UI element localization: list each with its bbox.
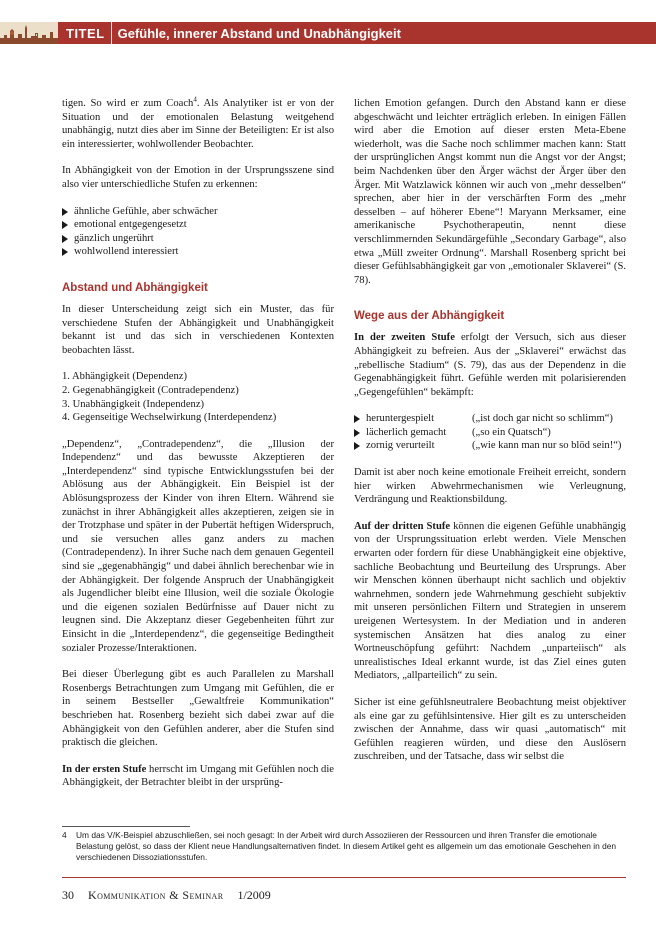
paragraph: In dieser Unterscheidung zeigt sich ein Muster, das für verschiedene Stufen der Abhängigkeit und Unabhängigkeit bekannt ist und das sich in verschiedenen Kontexten beobachten lässt. (62, 303, 334, 356)
dependency-numbered-list (62, 370, 334, 424)
list-item: wohlwollend interessiert (62, 245, 334, 259)
skyline-icon (0, 22, 58, 44)
list-item: 2. Gegenabhängigkeit (Contradependenz) (62, 384, 239, 396)
page-footer (62, 888, 271, 903)
paragraph: In der ersten Stufe herrscht im Umgang mit Gefühlen noch die Abhängigkeit, der Betrachter bleibt in der ursprüng- (62, 763, 334, 789)
footnote-text: Um das V/K-Beispiel abzuschließen, sei noch gesagt: In der Arbeit wird durch Assoziieren der Ressourcen und ihren Transfer die emotionale Belastung gelöst, so dass der Klient neue Handlungsalternativen findet. In diesem Artikel geht es allgemein um das emotionale Geschehen in den verschiedenen Dissoziationsstufen. (76, 830, 617, 862)
header-divider (111, 22, 112, 44)
list-item: emotional entgegengesetzt (62, 218, 334, 232)
paragraph: In Abhängigkeit von der Emotion in der Ursprungsszene sind also vier unterschiedliche Stufen zu erkennen: (62, 165, 334, 190)
left-column (62, 97, 334, 803)
paragraph: Bei dieser Überlegung gibt es auch Parallelen zu Marshall Rosenbergs Betrachtungen zum Umgang mit Gefühlen, die er in seinem Bestseller „Gewaltfreie Kommunikation“ beschrieben hat. Rosenberg bezieht sich dabei zwar auf die Abhängigkeit von den Gefühlen anderer, aber die Stufen sind praktisch die gleichen. (62, 669, 334, 749)
paragraph: lichen Emotion gefangen. Durch den Abstand kann er diese abgeschwächt und leichter erträglich erleben. In einigen Fällen wird aber die Emotion auf dieser ersten Meta-Ebene wiederholt, was die Sache noch schlimmer machen kann: Statt der ursprünglichen Angst kommt nun die Angst vor der Angst; beim Nachdenken über den Ärger wächst der Ärger über den Ärger. Mit Watzlawick können wir auch von „mehr desselben“ sprechen, aber hier in der verschärften Form des „mehr desselben – auf höherer Ebene“! Maryann Merksamer, eine amerikanische Psychotherapeutin, nennt diese verschlimmernden Sekundärgefühle „Secondary Garbage“, also etwa „Müll zweiter Ordnung“. Marshall Rosenberg spricht bei dieser Gefühlsabhängigkeit gar von „emotionaler Sklaverei“ (S. 78). (354, 98, 626, 286)
paragraph: tigen. So wird er zum Coach$^4$. Als Analytiker ist er von der Situation und der emotionalen Belastung weitgehend unabhängig, nutzt dies aber im Sinne der Beteiligten: Er ist also ein interessierter, wohlwollender Beobachter. (62, 95, 335, 150)
stage-bullet-list (62, 205, 334, 259)
right-column (354, 97, 626, 777)
footnote-rule (62, 826, 190, 827)
list-item: lächerlich gemacht („so ein Quatsch“) (354, 426, 626, 440)
page-header (0, 22, 656, 44)
footnote (62, 830, 626, 863)
header-bar (58, 22, 656, 44)
paragraph: „Dependenz“, „Contradependenz“, die „Illusion der Independenz“ und das bewusste Akzeptieren der „Interdependenz“ sind typische Entwicklungsstufen bei der Ablösung aus der Abhängigkeit. Ein Beispiel ist der Ablösungsprozess der Kinder von ihren Eltern. Während sie zunächst in ihrer Abhängigkeit alles akzeptieren, zeigen sie in der Trotzphase und später in der Pubertät heftigen Widerspruch, und sie versuchen alles ganz anders zu machen (Contradependenz). In ihrer Suche nach dem genauen Gegenteil sind sie „gegenabhängig“ und dabei ähnlich berechenbar wie in der Abhängigkeit. Der folgende Anspruch der Unabhängigkeit als Jugendlicher bleibt eine Illusion, weil die soziale Ökologie und die eigenen sozialen Bedürfnisse auf Dauer nicht zu leugnen sind. Die Akzeptanz dieser Gegebenheiten führt zur Einsicht in die „Interdependenz“, die gegenseitige Bedingtheit sozialer Prozesse/Interaktionen. (62, 438, 334, 654)
list-item: 4. Gegenseitige Wechselwirkung (Interdependenz) (62, 412, 277, 424)
page-number: 30 (62, 888, 74, 902)
paragraph: In der zweiten Stufe erfolgt der Versuch, sich aus dieser Abhängigkeit zu befreien. Aus der „Sklaverei“ erwächst das „rebellische Stadium“ (S. 79), das aus der Dependenz in die Gegenabhängigkeit führt. Gefühle werden mit polarisierenden „Gegengefühlen“ bekämpft: (354, 332, 627, 398)
list-item: heruntergespielt („ist doch gar nicht so schlimm“) (354, 412, 626, 426)
list-item: 3. Unabhängigkeit (Independenz) (62, 398, 205, 410)
section-heading: Abstand und Abhängigkeit (62, 281, 208, 294)
section-heading: Wege aus der Abhängigkeit (354, 310, 505, 323)
page-title: Gefühle, innerer Abstand und Unabhängigkeit (117, 25, 401, 41)
footnote-marker[interactable]: 4 (193, 95, 197, 104)
paragraph: Sicher ist eine gefühlsneutralere Beobachtung meist objektiver als eine gar zu gefühlsintensive. Hier gilt es zu unterscheiden zwischen der Annahme, dass wir quasi „automatisch“ mit Gefühlen reagieren würden, und diese den Auslösern zuschreiben, und der Tatsache, dass wir selbst die (354, 696, 626, 763)
list-item: ähnliche Gefühle, aber schwächer (62, 205, 334, 219)
list-item: 1. Abhängigkeit (Dependenz) (62, 371, 188, 383)
reaction-list (354, 412, 626, 453)
list-item: gänzlich ungerührt (62, 232, 334, 246)
footnote-number: 4 (62, 830, 67, 840)
skyline-logo (0, 22, 58, 44)
paragraph: Auf der dritten Stufe können die eigenen Gefühle unabhängig von der Ursprungssituation erlebt werden. Viele Menschen erwarten oder fordern für diese Unabhängigkeit eine objektive, sachliche Beobachtung und Beurteilung des Ursprungs. Aber wir Menschen können überhaupt nicht sachlich und objektiv wahrnehmen, sondern jede Wahrnehmung geschieht subjektiv mit unseren persönlichen Filtern und Strategien in unserem ureigenen Wertesystem. In der Mediation und in anderen systemischen Ansätzen hat dies analog zu einer Wortneuschöpfung geführt: Nachdem „unparteiisch“ als unrealistisches Ideal erkannt wurde, ist das Ziel eines guten Mediators, „allparteilich“ zu sein. (354, 520, 626, 682)
journal-name: Kommunikation & Seminar (88, 888, 224, 902)
paragraph: Damit ist aber noch keine emotionale Freiheit erreicht, sondern hier wirken Abwehrmechanismen wie Verleugnung, Verdrängung und Reaktionsbildung. (354, 467, 626, 506)
list-item: zornig verurteilt („wie kann man nur so blöd sein!“) (354, 439, 626, 453)
issue-number: 1/2009 (237, 888, 271, 902)
section-tag: TITEL (66, 25, 105, 41)
footer-rule (62, 877, 626, 878)
